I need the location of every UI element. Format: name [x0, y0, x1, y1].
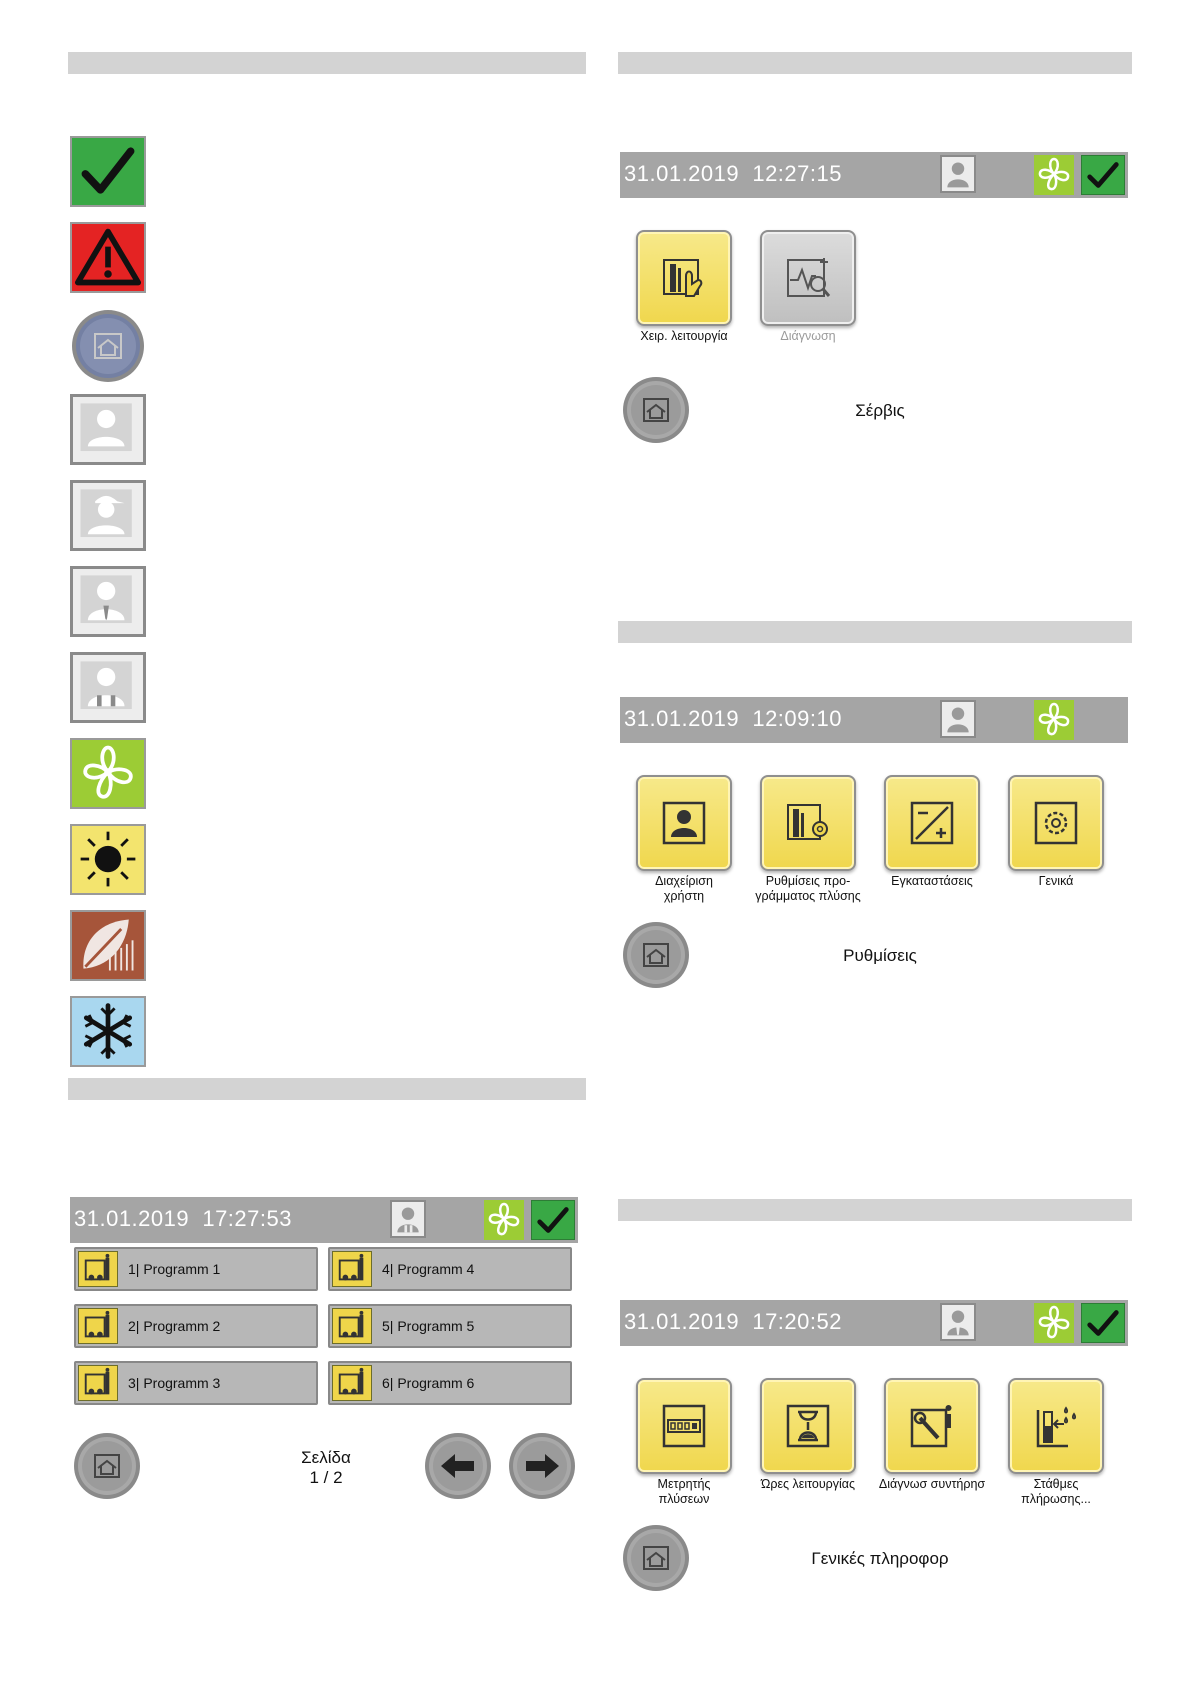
screen-title: Ρυθμίσεις — [843, 946, 917, 965]
home-button[interactable] — [622, 376, 690, 444]
program-button-3[interactable] — [74, 1361, 318, 1405]
program-icon — [78, 1251, 118, 1287]
snowflake-icon — [70, 996, 146, 1067]
program-label: 6| Programm 6 — [382, 1375, 475, 1391]
program-button-1[interactable] — [74, 1247, 318, 1291]
next-page-button[interactable] — [508, 1432, 576, 1500]
user-icon — [70, 394, 146, 465]
program-label: 1| Programm 1 — [128, 1261, 221, 1277]
tile-label: Χειρ. λειτουργία — [640, 329, 728, 343]
operating-hours-button[interactable] — [760, 1378, 856, 1474]
status-ok-icon — [1081, 1303, 1125, 1343]
fill-levels-button[interactable] — [1008, 1378, 1104, 1474]
status-ok-icon — [531, 1200, 575, 1240]
status-ok-icon — [1081, 155, 1125, 195]
user-button[interactable] — [940, 155, 976, 193]
tile-label: Στάθμες πλήρωσης... — [1021, 1477, 1091, 1506]
tile-label: Διάγνωσ συντήρησ — [878, 1477, 986, 1491]
program-settings-icon — [784, 799, 832, 847]
program-label: 2| Programm 2 — [128, 1318, 221, 1334]
screen-title: Γενικές πληροφορ — [811, 1549, 949, 1568]
manual-operation-button[interactable] — [636, 230, 732, 326]
maintenance-diagnosis-icon — [908, 1402, 956, 1450]
section-bar-settings — [618, 621, 1132, 643]
diagnosis-button[interactable] — [760, 230, 856, 326]
program-settings-button[interactable] — [760, 775, 856, 871]
wash-counter-icon — [660, 1402, 708, 1450]
program-label: 3| Programm 3 — [128, 1375, 221, 1391]
tile-label: Διάγνωση — [780, 329, 836, 343]
warning-icon — [70, 222, 146, 293]
section-bar-service — [618, 52, 1132, 74]
program-button-6[interactable] — [328, 1361, 572, 1405]
program-label: 5| Programm 5 — [382, 1318, 475, 1334]
manual-operation-icon — [660, 254, 708, 302]
page-indicator: 1 / 2 — [309, 1468, 343, 1487]
check-icon — [70, 136, 146, 207]
section-bar-programs — [68, 1078, 586, 1100]
datetime: 31.01.2019 12:27:15 — [624, 161, 842, 186]
user-button[interactable] — [940, 700, 976, 738]
diagnosis-icon — [784, 254, 832, 302]
home-button[interactable] — [73, 1432, 141, 1500]
program-button-2[interactable] — [74, 1304, 318, 1348]
home-button[interactable] — [622, 921, 690, 989]
flower-icon — [1034, 700, 1074, 740]
datetime: 31.01.2019 12:09:10 — [624, 706, 842, 731]
page-label: Σελίδα — [301, 1448, 351, 1467]
fill-level-icon — [1032, 1402, 1080, 1450]
program-icon — [78, 1308, 118, 1344]
programs-status-bar — [70, 1197, 578, 1243]
section-bar-icons — [68, 52, 586, 74]
program-icon — [78, 1365, 118, 1401]
maintenance-diagnosis-button[interactable] — [884, 1378, 980, 1474]
program-icon — [332, 1308, 372, 1344]
datetime: 31.01.2019 17:27:53 — [74, 1206, 292, 1231]
admin-user-icon — [70, 566, 146, 637]
program-button-4[interactable] — [328, 1247, 572, 1291]
info-status-bar — [620, 1300, 1128, 1346]
home-button-icon — [70, 308, 146, 384]
tile-label: Διαχείριση χρήστη — [655, 874, 713, 903]
flower-icon — [70, 738, 146, 809]
tile-label: Ρυθμίσεις προ- γράμματος πλύσης — [755, 874, 861, 903]
program-icon — [332, 1251, 372, 1287]
flower-icon — [484, 1200, 524, 1240]
service-status-bar — [620, 152, 1128, 198]
operator-user-icon — [70, 652, 146, 723]
program-icon — [332, 1365, 372, 1401]
section-bar-info — [618, 1199, 1132, 1221]
settings-status-bar — [620, 697, 1128, 743]
wash-counter-button[interactable] — [636, 1378, 732, 1474]
user-button[interactable] — [940, 1303, 976, 1341]
service-user-icon — [70, 480, 146, 551]
user-management-button[interactable] — [636, 775, 732, 871]
hourglass-icon — [784, 1402, 832, 1450]
tile-label: Ώρες λειτουργίας — [760, 1477, 856, 1491]
leaf-icon — [70, 910, 146, 981]
tile-label: Εγκαταστάσεις — [891, 874, 973, 888]
general-settings-button[interactable] — [1008, 775, 1104, 871]
screen-title: Σέρβις — [855, 401, 905, 420]
previous-page-button[interactable] — [424, 1432, 492, 1500]
installation-icon — [908, 799, 956, 847]
user-button[interactable] — [390, 1200, 426, 1238]
home-button[interactable] — [622, 1524, 690, 1592]
user-management-icon — [660, 799, 708, 847]
program-button-5[interactable] — [328, 1304, 572, 1348]
flower-icon — [1034, 1303, 1074, 1343]
datetime: 31.01.2019 17:20:52 — [624, 1309, 842, 1334]
general-settings-icon — [1032, 799, 1080, 847]
flower-icon — [1034, 155, 1074, 195]
tile-label: Μετρητής πλύσεων — [657, 1477, 711, 1506]
sun-icon — [70, 824, 146, 895]
program-label: 4| Programm 4 — [382, 1261, 475, 1277]
installation-button[interactable] — [884, 775, 980, 871]
tile-label: Γενικά — [1038, 874, 1074, 888]
